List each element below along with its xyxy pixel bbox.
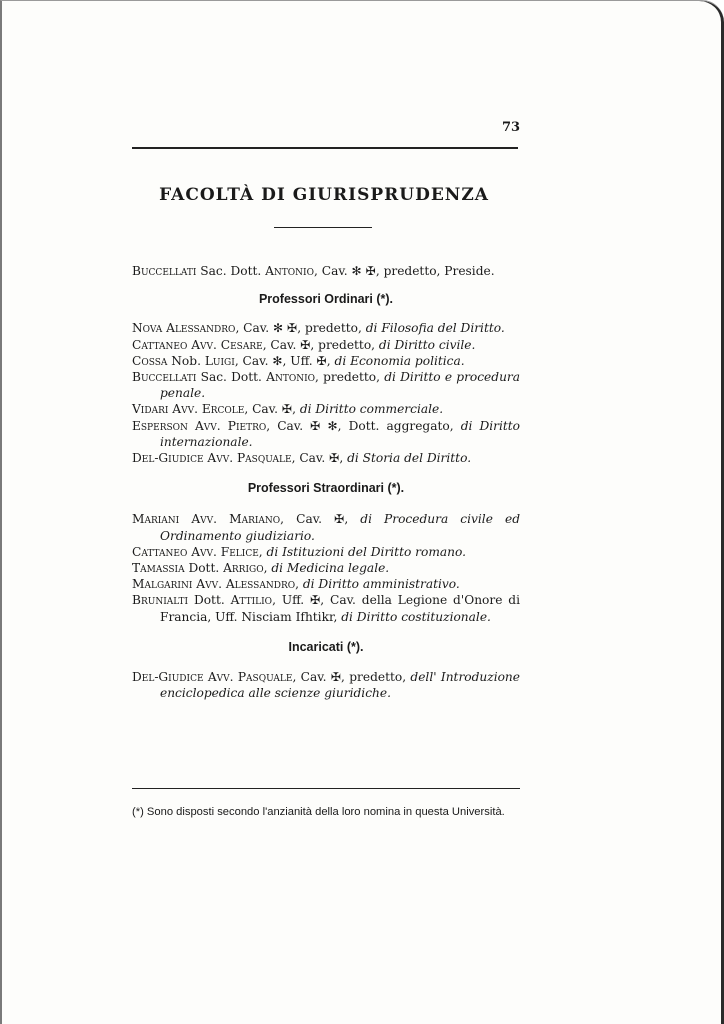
list-item: Cattaneo Avv. Cesare, Cav. ✠, predetto, di Diritto civile.: [132, 337, 476, 352]
page-number: 73: [502, 120, 521, 135]
preside-entry: Buccellati Sac. Dott. Antonio, Cav. ✻ ✠, predetto, Preside.: [132, 264, 495, 278]
footnote-rule: [132, 788, 520, 789]
section-heading-ordinari: Professori Ordinari (*).: [258, 292, 394, 307]
list-item: Cossa Nob. Luigi, Cav. ✻, Uff. ✠, di Economia politica.: [132, 353, 465, 368]
footnote: [132, 805, 520, 820]
list-item: Tamassia Dott. Arrigo, di Medicina legale.: [132, 561, 390, 576]
title-underline: [274, 227, 372, 228]
section-heading-straordinari: Professori Straordinari (*).: [247, 481, 405, 496]
list-item: Del-Giudice Avv. Pasquale, Cav. ✠, predetto, dell' Introduzione enciclopedica alle scienze giuridiche.: [132, 670, 520, 701]
straordinari-list: [132, 511, 520, 624]
page-title: FACOLTÀ DI GIURISPRUDENZA: [159, 185, 489, 205]
list-item: Vidari Avv. Ercole, Cav. ✠, di Diritto commerciale.: [132, 402, 444, 417]
list-item: Nova Alessandro, Cav. ✻ ✠, predetto, di Filosofia del Diritto.: [132, 321, 505, 336]
list-item: Brunialti Dott. Attilio, Uff. ✠, Cav. della Legione d'Onore di Francia, Uff. Nisciam Ifhtikr, di Diritto costituzionale.: [132, 593, 520, 624]
section-heading-incaricati: Incaricati (*).: [288, 639, 364, 654]
footnote-text: (*) Sono disposti secondo l'anzianità della loro nomina in questa Università.: [132, 806, 505, 818]
faculty-list: [132, 263, 520, 701]
list-item: Del-Giudice Avv. Pasquale, Cav. ✠, di Storia del Diritto.: [132, 451, 472, 466]
ordinari-list: [132, 320, 520, 466]
list-item: Mariani Avv. Mariano, Cav. ✠, di Procedura civile ed Ordinamento giudiziario.: [132, 512, 520, 543]
list-item: Esperson Avv. Pietro, Cav. ✠ ✻, Dott. aggregato, di Diritto internazionale.: [132, 418, 520, 449]
header-rule: [132, 147, 518, 149]
list-item: Cattaneo Avv. Felice, di Istituzioni del Diritto romano.: [132, 544, 467, 559]
incaricati-list: [132, 669, 520, 701]
list-item: Malgarini Avv. Alessandro, di Diritto amministrativo.: [132, 577, 460, 592]
list-item: Buccellati Sac. Dott. Antonio, predetto, di Diritto e procedura penale.: [132, 370, 521, 401]
